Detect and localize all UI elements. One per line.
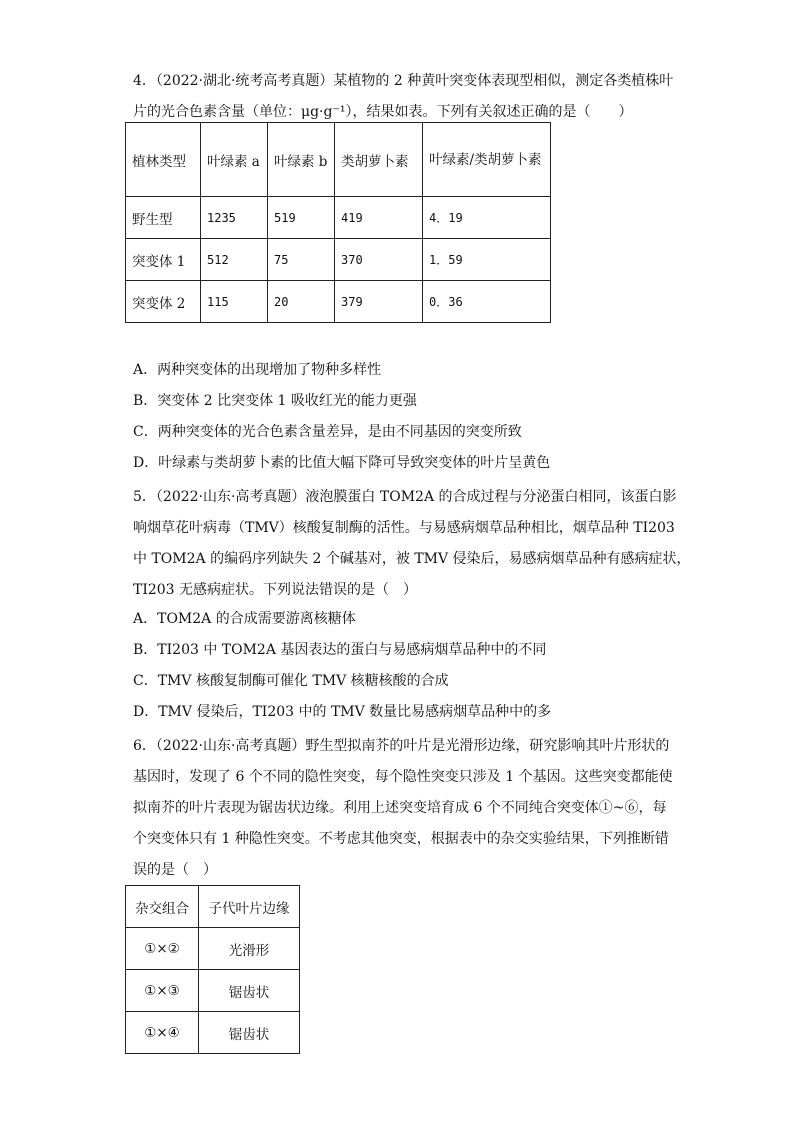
table-header-row <box>126 886 300 928</box>
table-cell: 1．59 <box>423 239 551 281</box>
stem-line: TI203 无感病症状。下列说法错误的是（ ） <box>133 582 418 598</box>
table-cell: 419 <box>335 197 423 239</box>
table-cell: 野生型 <box>126 197 201 239</box>
table-header-row <box>126 123 551 197</box>
question-4-option-c: C．两种突变体的光合色素含量差异，是由不同基因的突变所致 <box>133 424 522 440</box>
table-row <box>126 239 551 281</box>
table-row <box>126 928 300 970</box>
table-row <box>126 1012 300 1054</box>
stem-line: 个突变体只有 1 种隐性突变。不考虑其他突变，根据表中的杂交实验结果，下列推断错 <box>133 831 669 847</box>
table-cell: 512 <box>201 239 268 281</box>
header-cell: 叶绿素 a <box>201 123 268 197</box>
question-5-option-a: A．TOM2A 的合成需要游离核糖体 <box>133 611 356 627</box>
stem-line: 响烟草花叶病毒（TMV）核酸复制酶的活性。与易感病烟草品种相比，烟草品种 TI203 <box>133 520 675 536</box>
header-cell: 子代叶片边缘 <box>199 886 300 928</box>
table-cell: 1235 <box>201 197 268 239</box>
table-cell: ①×② <box>126 928 199 970</box>
stem-line: 4．（2022·湖北·统考高考真题）某植物的 2 种黄叶突变体表现型相似，测定各类植株叶 <box>133 73 674 89</box>
table-cell: ①×③ <box>126 970 199 1012</box>
cross-result-table <box>125 885 300 1054</box>
table-cell: 突变体 1 <box>126 239 201 281</box>
stem-line: 基因时，发现了 6 个不同的隐性突变，每个隐性突变只涉及 1 个基因。这些突变都能使 <box>133 769 673 785</box>
question-4-option-b: B．突变体 2 比突变体 1 吸收红光的能力更强 <box>133 393 417 409</box>
header-cell: 叶绿素 b <box>268 123 335 197</box>
table-cell: 光滑形 <box>199 928 300 970</box>
table-cell: 20 <box>268 281 335 323</box>
stem-line: 5．（2022·山东·高考真题）液泡膜蛋白 TOM2A 的合成过程与分泌蛋白相同，该蛋白影 <box>133 489 677 505</box>
header-cell: 植林类型 <box>126 123 201 197</box>
question-5-option-d: D．TMV 侵染后，TI203 中的 TMV 数量比易感病烟草品种中的多 <box>133 704 552 720</box>
table-cell: 突变体 2 <box>126 281 201 323</box>
table-cell: 4．19 <box>423 197 551 239</box>
stem-line: 误的是（ ） <box>133 862 217 878</box>
question-5-option-b: B．TI203 中 TOM2A 基因表达的蛋白与易感病烟草品种中的不同 <box>133 642 547 658</box>
table-row <box>126 281 551 323</box>
stem-line: 6．（2022·山东·高考真题）野生型拟南芥的叶片是光滑形边缘，研究影响其叶片形状的 <box>133 738 670 754</box>
header-cell: 杂交组合 <box>126 886 199 928</box>
table-cell: 379 <box>335 281 423 323</box>
table-cell: 0．36 <box>423 281 551 323</box>
question-4-option-d: D．叶绿素与类胡萝卜素的比值大幅下降可导致突变体的叶片呈黄色 <box>133 455 551 471</box>
question-4-option-a: A．两种突变体的出现增加了物种多样性 <box>133 362 382 378</box>
stem-line: 中 TOM2A 的编码序列缺失 2 个碱基对，被 TMV 侵染后，易感病烟草品种有感病症状， <box>133 551 691 567</box>
question-5-stem <box>133 482 691 606</box>
table-cell: 75 <box>268 239 335 281</box>
table-cell: 115 <box>201 281 268 323</box>
table-cell: 锯齿状 <box>199 970 300 1012</box>
question-4-stem <box>133 66 673 128</box>
header-cell: 类胡萝卜素 <box>335 123 423 197</box>
table-cell: ①×④ <box>126 1012 199 1054</box>
table-row <box>126 197 551 239</box>
header-cell: 叶绿素/类胡萝卜素 <box>423 123 551 197</box>
table-cell: 370 <box>335 239 423 281</box>
table-row <box>126 970 300 1012</box>
pigment-content-table <box>125 122 551 323</box>
question-6-stem <box>133 731 673 886</box>
stem-line: 拟南芥的叶片表现为锯齿状边缘。利用上述突变培育成 6 个不同纯合突变体①~⑥，每 <box>133 800 667 816</box>
question-5-option-c: C．TMV 核酸复制酶可催化 TMV 核糖核酸的合成 <box>133 673 449 689</box>
table-cell: 锯齿状 <box>199 1012 300 1054</box>
table-cell: 519 <box>268 197 335 239</box>
stem-line: 片的光合色素含量（单位：μg·g⁻¹），结果如表。下列有关叙述正确的是（ ） <box>133 104 633 120</box>
